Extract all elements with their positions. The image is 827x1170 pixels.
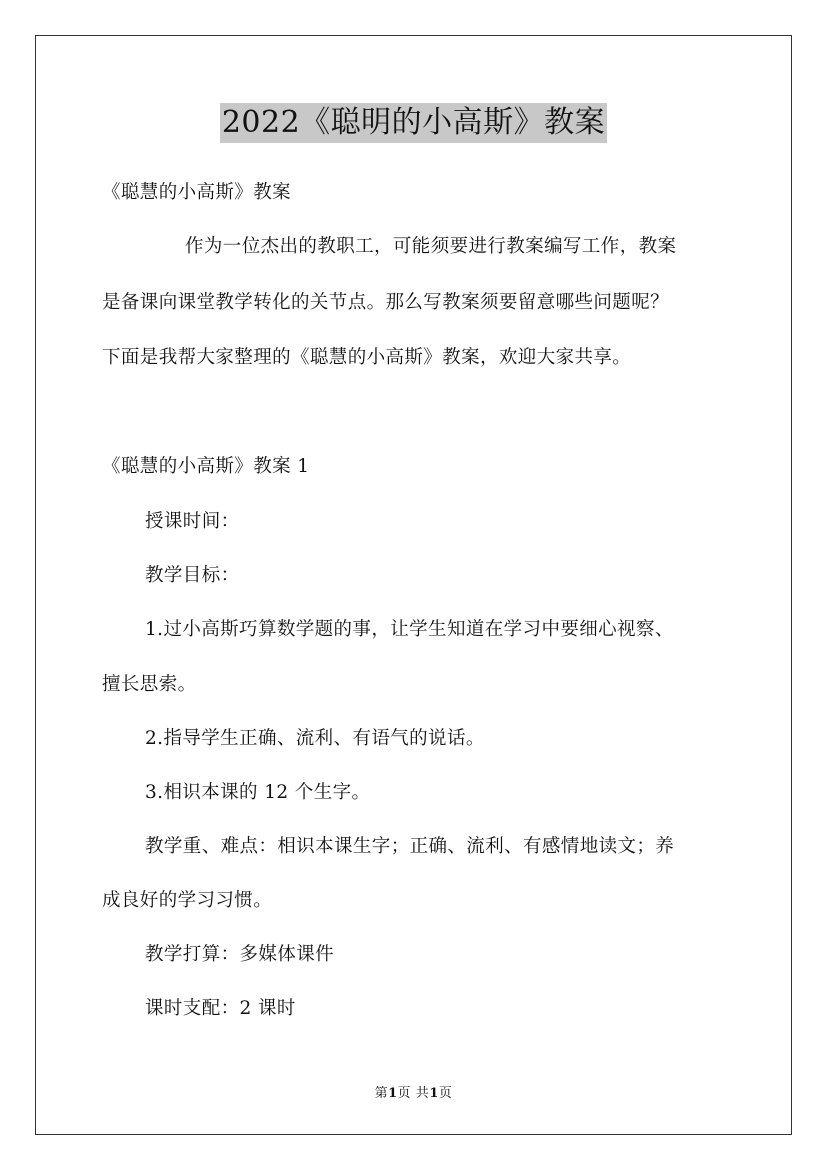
footer-current-page: 1: [388, 1086, 398, 1101]
title-container: [0, 103, 827, 143]
footer-suffix: 页: [438, 1086, 453, 1101]
page-footer: [0, 1085, 827, 1103]
section-heading: 《聪慧的小高斯》教案: [102, 182, 292, 203]
footer-mid: 页 共: [397, 1086, 430, 1101]
footer-prefix: 第: [374, 1086, 389, 1101]
intro-line-1: 作为一位杰出的教职工，可能须要进行教案编写工作，教案: [185, 236, 677, 257]
preparation: 教学打算：多媒体课件: [145, 944, 335, 965]
objective-1-line-2: 擅长思索。: [102, 674, 197, 695]
footer-total-pages: 1: [429, 1086, 439, 1101]
objective-3: 3.相识本课的 12 个生字。: [145, 782, 371, 803]
lesson-heading: 《聪慧的小高斯》教案 1: [102, 456, 310, 477]
intro-line-2: 是备课向课堂教学转化的关节点。那么写教案须要留意哪些问题呢？: [102, 292, 670, 313]
objectives-label: 教学目标：: [145, 565, 240, 586]
class-time: 授课时间：: [145, 511, 240, 532]
intro-line-3: 下面是我帮大家整理的《聪慧的小高斯》教案，欢迎大家共享。: [102, 347, 632, 368]
schedule: 课时支配：2 课时: [145, 998, 296, 1019]
objective-2: 2.指导学生正确、流利、有语气的说话。: [145, 728, 485, 749]
document-title: 2022《聪明的小高斯》教案: [220, 103, 607, 143]
key-points-line-1: 教学重、难点：相识本课生字；正确、流利、有感情地读文；养: [145, 836, 675, 857]
key-points-line-2: 成良好的学习习惯。: [102, 890, 273, 911]
objective-1-line-1: 1.过小高斯巧算数学题的事，让学生知道在学习中要细心视察、: [145, 619, 674, 640]
